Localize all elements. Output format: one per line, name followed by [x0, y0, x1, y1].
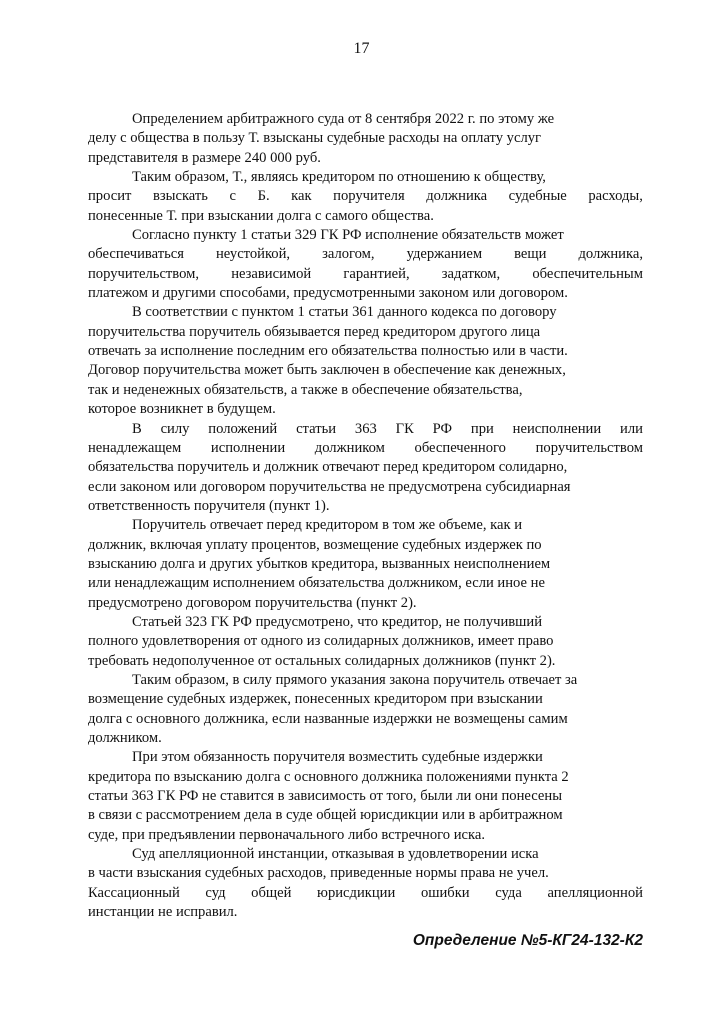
- paragraph: [88, 226, 643, 303]
- page-number: 17: [353, 40, 370, 57]
- word: должника,: [578, 246, 643, 263]
- word: вещи: [514, 246, 547, 263]
- paragraph: [88, 748, 643, 845]
- footer-case-reference: Определение №5-КГ24-132-К2: [412, 932, 643, 949]
- text-line: делу с общества в пользу Т. взысканы судебные расходы на оплату услуг: [88, 130, 542, 147]
- word: ненадлежащем: [88, 439, 182, 456]
- text-line: кредитора по взысканию долга с основного должника положениями пункта 2: [88, 768, 569, 785]
- text-line: инстанции не исправил.: [88, 904, 238, 921]
- word: Кассационный: [88, 884, 180, 901]
- text-line: [88, 265, 643, 284]
- text-line: суде, при предъявлении первоначального либо встречного иска.: [88, 826, 485, 843]
- word: силу: [160, 420, 190, 437]
- text-line: возмещение судебных издержек, понесенных кредитором при взыскании: [88, 691, 543, 708]
- word: обеспеченного: [414, 439, 506, 456]
- text-line: полного удовлетворения от одного из солидарных должников, имеет право: [88, 633, 554, 650]
- text-line: представителя в размере 240 000 руб.: [88, 149, 321, 166]
- text-line: отвечать за исполнение последним его обязательства полностью или в части.: [88, 343, 568, 360]
- text-line: [88, 420, 643, 439]
- word: должника: [426, 188, 488, 205]
- word: судебные: [508, 188, 567, 205]
- text-line: предусмотрено договором поручительства (пункт 2).: [88, 594, 417, 611]
- word: неустойкой,: [215, 246, 291, 263]
- word: поручительством,: [88, 265, 199, 282]
- text-line: долга с основного должника, если названные издержки не возмещены самим: [88, 710, 568, 727]
- word: удержанием: [406, 246, 483, 263]
- word: при: [470, 420, 494, 437]
- word: Б.: [257, 188, 270, 205]
- word: статьи: [296, 420, 337, 437]
- word: апелляционной: [547, 884, 643, 901]
- word: поручительством: [535, 439, 643, 456]
- word: общей: [251, 884, 292, 901]
- text-line: которое возникнет в будущем.: [88, 401, 276, 418]
- word: В: [132, 420, 142, 437]
- text-line: Договор поручительства может быть заключен в обеспечение как денежных,: [88, 362, 566, 379]
- text-line: При этом обязанность поручителя возместить судебные издержки: [132, 749, 543, 766]
- paragraph: [88, 613, 643, 671]
- paragraph: [88, 168, 643, 226]
- text-line: взысканию долга и других убытков кредитора, вызванных неисполнением: [88, 555, 551, 572]
- word: с: [229, 188, 236, 205]
- paragraph: [88, 516, 643, 613]
- text-line: поручительства поручитель обязывается перед кредитором другого лица: [88, 323, 541, 340]
- text-line: должник, включая уплату процентов, возмещение судебных издержек по: [88, 536, 542, 553]
- word: взыскать: [153, 188, 208, 205]
- text-line: Суд апелляционной инстанции, отказывая в удовлетворении иска: [132, 846, 539, 863]
- word: поручителя: [333, 188, 405, 205]
- word: ошибки: [420, 884, 470, 901]
- text-line: в связи с рассмотрением дела в суде общей юрисдикции или в арбитражном: [88, 807, 563, 824]
- word: юрисдикции: [317, 884, 396, 901]
- text-line: В соответствии с пунктом 1 статьи 361 данного кодекса по договору: [132, 304, 557, 321]
- text-line: платежом и другими способами, предусмотренными законом или договором.: [88, 285, 568, 302]
- word: обеспечиваться: [88, 246, 184, 263]
- text-line: в части взыскания судебных расходов, приведенные нормы права не учел.: [88, 865, 549, 882]
- word: неисполнении: [512, 420, 602, 437]
- word: положений: [208, 420, 278, 437]
- text-line: Согласно пункту 1 статьи 329 ГК РФ исполнение обязательств может: [132, 227, 564, 244]
- word: как: [291, 188, 312, 205]
- text-line: [88, 884, 643, 903]
- word: обеспечительным: [532, 265, 643, 282]
- word: просит: [88, 188, 132, 205]
- text-line: Определением арбитражного суда от 8 сентября 2022 г. по этому же: [132, 111, 555, 127]
- paragraph: [88, 845, 643, 922]
- text-line: ответственность поручителя (пункт 1).: [88, 497, 330, 514]
- text-line: [88, 439, 643, 458]
- word: 363: [354, 420, 377, 437]
- text-line: статьи 363 ГК РФ не ставится в зависимость от того, были ли они понесены: [88, 788, 563, 805]
- word: расходы,: [588, 188, 643, 205]
- text-line: должником.: [88, 730, 162, 746]
- text-line: обязательства поручитель и должник отвечают перед кредитором солидарно,: [88, 459, 568, 476]
- text-line: Таким образом, Т., являясь кредитором по отношению к обществу,: [132, 169, 546, 186]
- word: гарантией,: [343, 265, 410, 282]
- paragraph: [88, 420, 643, 517]
- word: суда: [495, 884, 522, 901]
- document-body: [88, 110, 643, 922]
- word: суд: [205, 884, 226, 901]
- text-line: Таким образом, в силу прямого указания закона поручитель отвечает за: [132, 671, 578, 688]
- text-line: Статьей 323 ГК РФ предусмотрено, что кредитор, не получивший: [132, 613, 543, 630]
- paragraph: [88, 671, 643, 748]
- word: ГК: [395, 420, 414, 437]
- word: задатком,: [441, 265, 501, 282]
- text-line: или ненадлежащим исполнением обязательства должником, если иное не: [88, 575, 545, 592]
- text-line: Поручитель отвечает перед кредитором в том же объеме, как и: [132, 517, 523, 534]
- word: исполнении: [210, 439, 286, 456]
- text-line: [88, 245, 643, 264]
- paragraph: [88, 303, 643, 419]
- word: залогом,: [322, 246, 375, 263]
- word: или: [620, 420, 643, 437]
- word: должником: [314, 439, 385, 456]
- text-line: [88, 187, 643, 206]
- text-line: понесенные Т. при взыскании долга с самого общества.: [88, 207, 434, 224]
- text-line: так и неденежных обязательств, а также в обеспечение обязательства,: [88, 381, 523, 398]
- word: РФ: [432, 420, 453, 437]
- text-line: если законом или договором поручительства не предусмотрена субсидиарная: [88, 478, 571, 495]
- text-line: требовать недополученное от остальных солидарных должников (пункт 2).: [88, 652, 556, 669]
- paragraph: [88, 110, 643, 168]
- word: независимой: [231, 265, 312, 282]
